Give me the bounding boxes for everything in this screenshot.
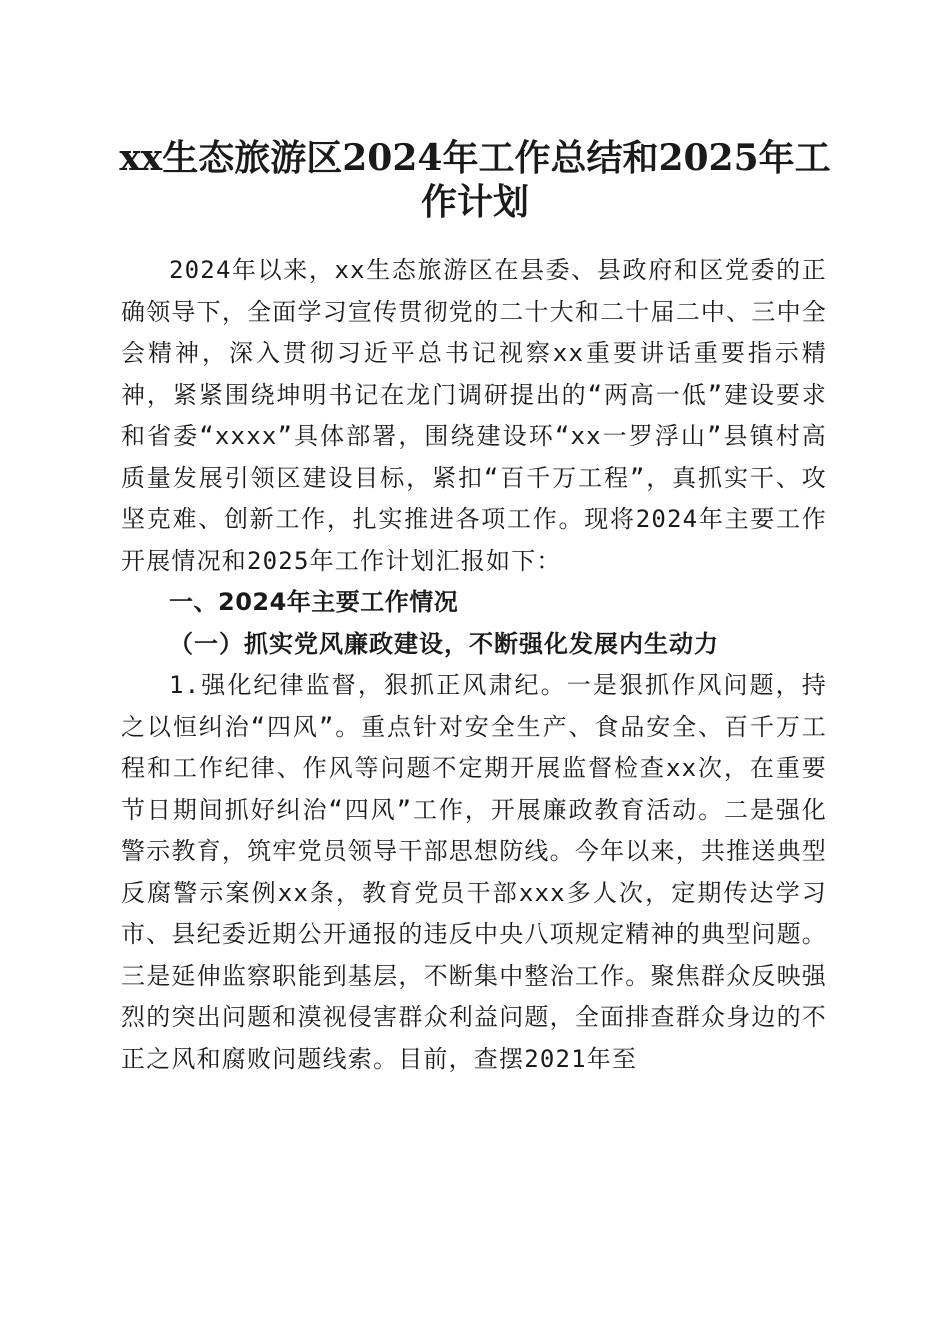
section-heading: 一、2024年主要工作情况	[169, 588, 459, 616]
document-title: xx生态旅游区2024年工作总结和2025年工作计划	[119, 137, 831, 223]
body-paragraph: 1.强化纪律监督，狠抓正风肃纪。一是狠抓作风问题，持之以恒纠治“四风”。重点针对安全生产、食品安全、百千万工程和工作纪律、作风等问题不定期开展监督检查xx次，在重要节日期间抓好纠治“四风”工作，开展廉政教育活动。二是强化警示教育，筑牢党员领导干部思想防线。今年以来，共推送典型反腐警示案例xx条，教育党员干部xxx多人次，定期传达学习市、县纪委近期公开通报的违反中央八项规定精神的典型问题。三是延伸监察职能到基层，不断集中整治工作。聚焦群众反映强烈的突出问题和漠视侵害群众利益问题，全面排查群众身边的不正之风和腐败问题线索。目前，查摆2021年至	[121, 671, 827, 1073]
intro-paragraph: 2024年以来，xx生态旅游区在县委、县政府和区党委的正确领导下，全面学习宣传贯彻党的二十大和二十届二中、三中全会精神，深入贯彻习近平总书记视察xx重要讲话重要指示精神，紧紧围绕坤明书记在龙门调研提出的“两高一低”建设要求和省委“xxxx”具体部署，围绕建设环“xx一罗浮山”县镇村高质量发展引领区建设目标，紧扣“百千万工程”，真抓实干、攻坚克难、创新工作，扎实推进各项工作。现将2024年主要工作开展情况和2025年工作计划汇报如下：	[121, 256, 827, 575]
subsection-heading: （一）抓实党风廉政建设，不断强化发展内生动力	[169, 629, 719, 658]
document-body	[121, 250, 827, 1080]
